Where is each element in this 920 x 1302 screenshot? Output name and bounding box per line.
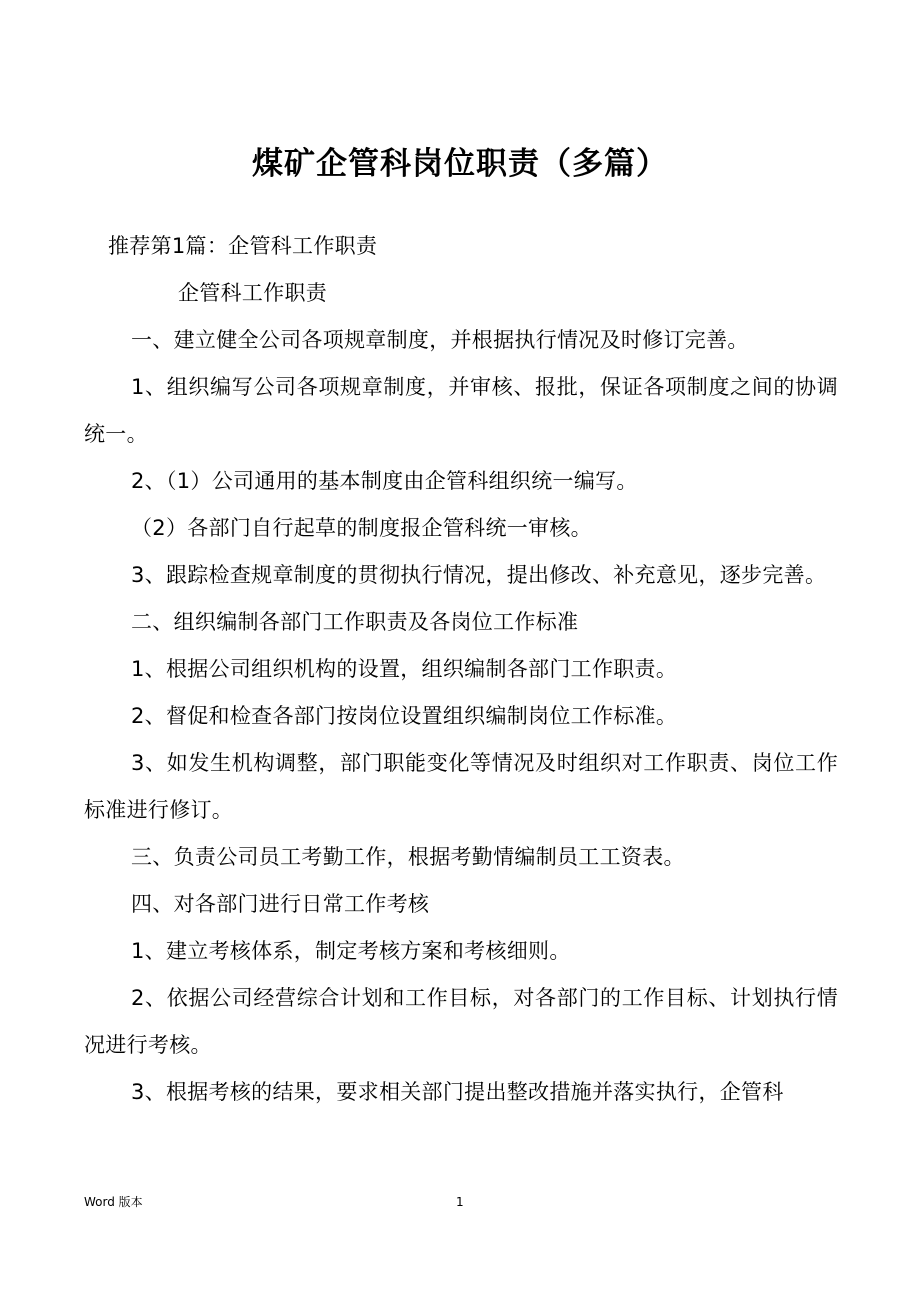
paragraph-item-2-1: 1、根据公司组织机构的设置，组织编制各部门工作职责。 [131, 657, 678, 681]
paragraph-item-4-3: 3、根据考核的结果，要求相关部门提出整改措施并落实执行，企管科 [131, 1080, 784, 1104]
paragraph-item-4-2: 2、依据公司经营综合计划和工作目标，对各部门的工作目标、计划执行情况进行考核。 [84, 986, 838, 1057]
document-title: 煤矿企管科岗位职责（多篇） [252, 146, 668, 182]
paragraph-item-1-3: 3、跟踪检查规章制度的贯彻执行情况，提出修改、补充意见，逐步完善。 [131, 563, 827, 587]
paragraph-item-4-1: 1、建立考核体系，制定考核方案和考核细则。 [131, 939, 571, 963]
paragraph-section-title: 企管科工作职责 [178, 281, 328, 305]
document-body [84, 223, 838, 1116]
paragraph-item-1-2-sub: （2）各部门自行起草的制度报企管科统一审核。 [131, 516, 592, 540]
paragraph-recommend-heading: 推荐第1篇：企管科工作职责 [108, 234, 378, 258]
paragraph-item-1-2: 2、（1）公司通用的基本制度由企管科组织统一编写。 [131, 469, 638, 493]
paragraph-item-1: 一、建立健全公司各项规章制度，并根据执行情况及时修订完善。 [131, 328, 749, 352]
paragraph-item-2-3: 3、如发生机构调整，部门职能变化等情况及时组织对工作职责、岗位工作标准进行修订。 [84, 751, 838, 822]
paragraph-item-4: 四、对各部门进行日常工作考核 [131, 892, 430, 916]
paragraph-item-2: 二、组织编制各部门工作职责及各岗位工作标准 [131, 610, 579, 634]
paragraph-item-2-2: 2、督促和检查各部门按岗位设置组织编制岗位工作标准。 [131, 704, 678, 728]
footer-version-label: Word 版本 [84, 1195, 143, 1209]
paragraph-item-3: 三、负责公司员工考勤工作，根据考勤情编制员工工资表。 [131, 845, 685, 869]
footer-page-number: 1 [456, 1195, 464, 1209]
paragraph-item-1-1: 1、组织编写公司各项规章制度，并审核、报批，保证各项制度之间的协调统一。 [84, 375, 838, 446]
